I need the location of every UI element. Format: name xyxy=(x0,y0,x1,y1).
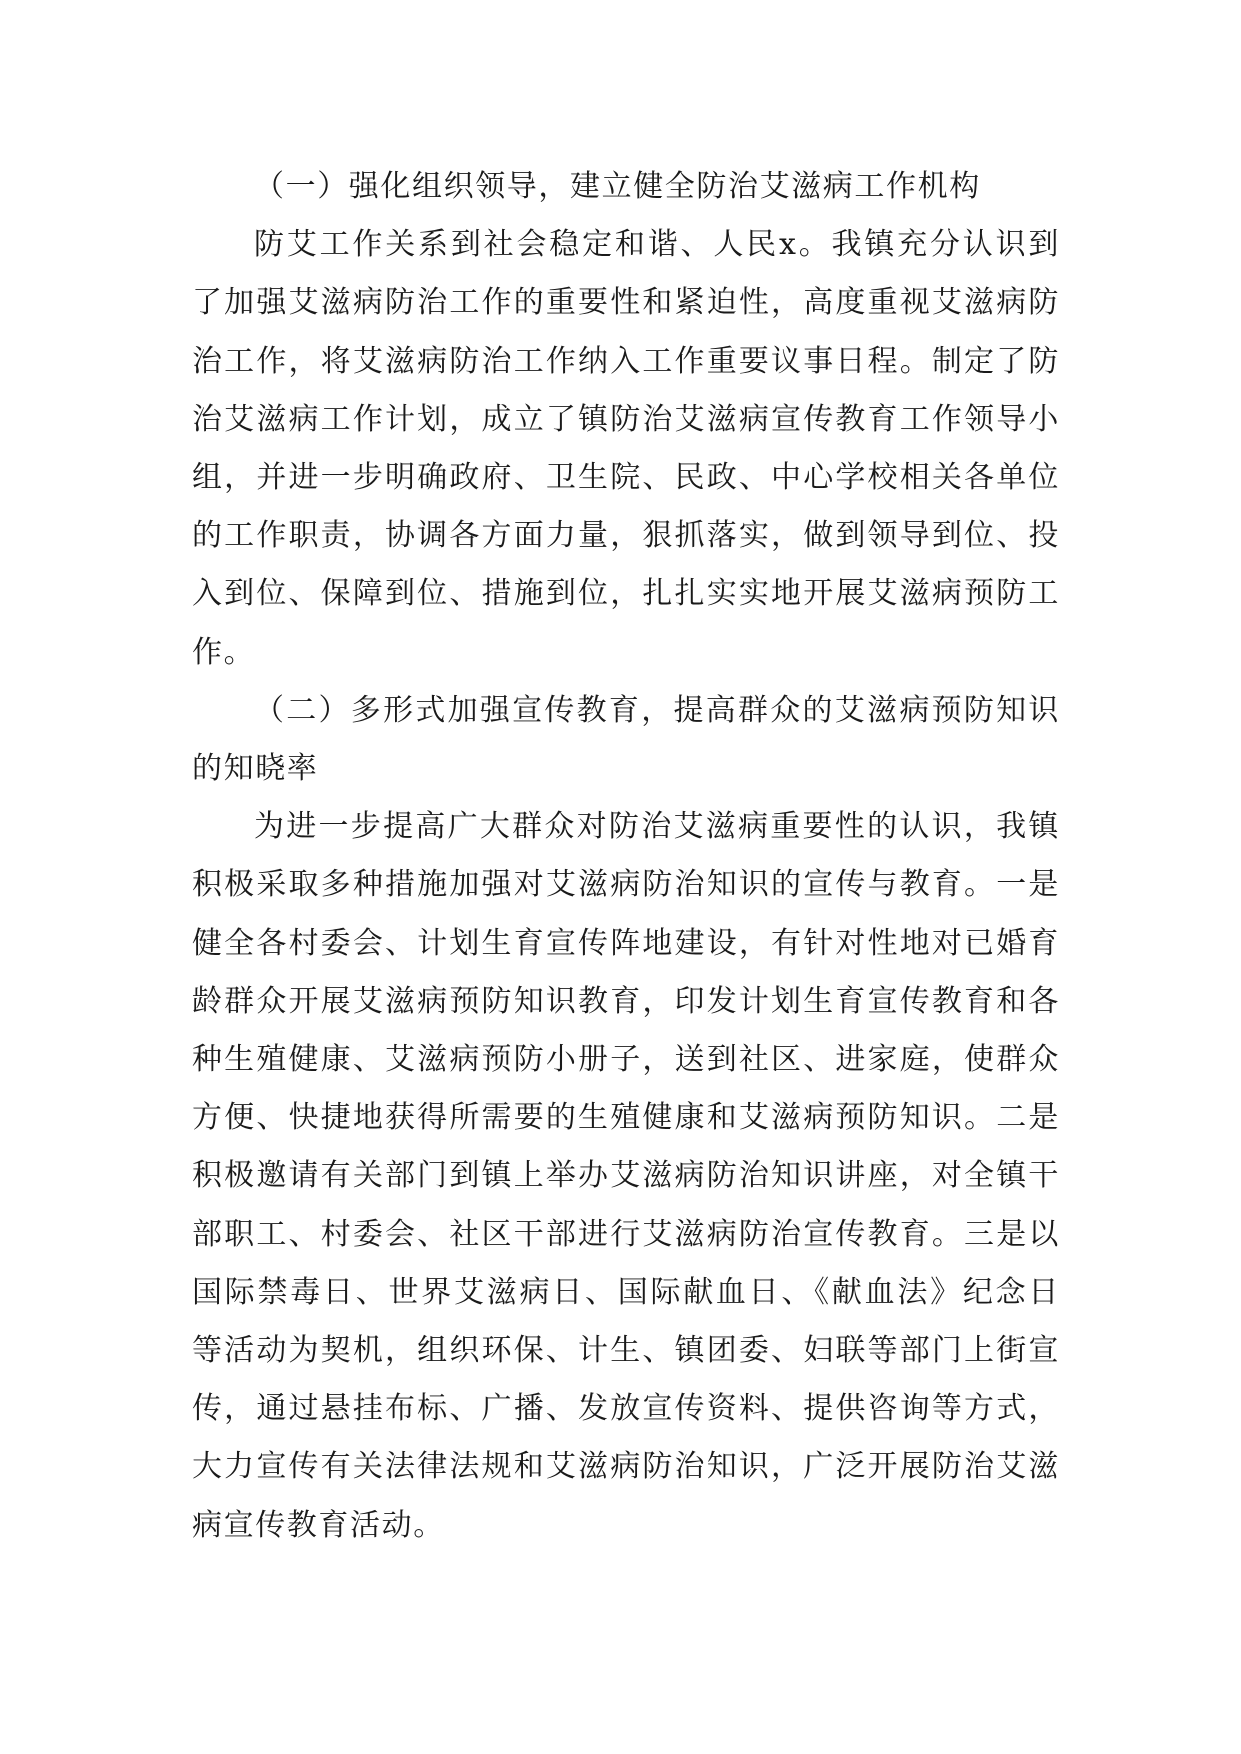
section-paragraph-2: 为进一步提高广大群众对防治艾滋病重要性的认识，我镇积极采取多种措施加强对艾滋病防治知识的宣传与教育。一是健全各村委会、计划生育宣传阵地建设，有针对性地对已婚育龄群众开展艾滋病预防知识教育，印发计划生育宣传教育和各种生殖健康、艾滋病预防小册子，送到社区、进家庭，使群众方便、快捷地获得所需要的生殖健康和艾滋病预防知识。二是积极邀请有关部门到镇上举办艾滋病防治知识讲座，对全镇干部职工、村委会、社区干部进行艾滋病防治宣传教育。三是以国际禁毒日、世界艾滋病日、国际献血日、《献血法》纪念日等活动为契机，组织环保、计生、镇团委、妇联等部门上街宣传，通过悬挂布标、广播、发放宣传资料、提供咨询等方式，大力宣传有关法律法规和艾滋病防治知识，广泛开展防治艾滋病宣传教育活动。 xyxy=(192,809,1060,1543)
section-heading-2: （二）多形式加强宣传教育，提高群众的艾滋病预防知识的知晓率 xyxy=(192,692,1060,787)
document-body xyxy=(192,158,1060,1555)
section-paragraph-1: 防艾工作关系到社会稳定和谐、人民x。我镇充分认识到了加强艾滋病防治工作的重要性和紧迫性，高度重视艾滋病防治工作，将艾滋病防治工作纳入工作重要议事日程。制定了防治艾滋病工作计划，成立了镇防治艾滋病宣传教育工作领导小组，并进一步明确政府、卫生院、民政、中心学校相关各单位的工作职责，协调各方面力量，狠抓落实，做到领导到位、投入到位、保障到位、措施到位，扎扎实实地开展艾滋病预防工作。 xyxy=(192,227,1060,670)
section-heading-1: （一）强化组织领导，建立健全防治艾滋病工作机构 xyxy=(254,169,981,204)
